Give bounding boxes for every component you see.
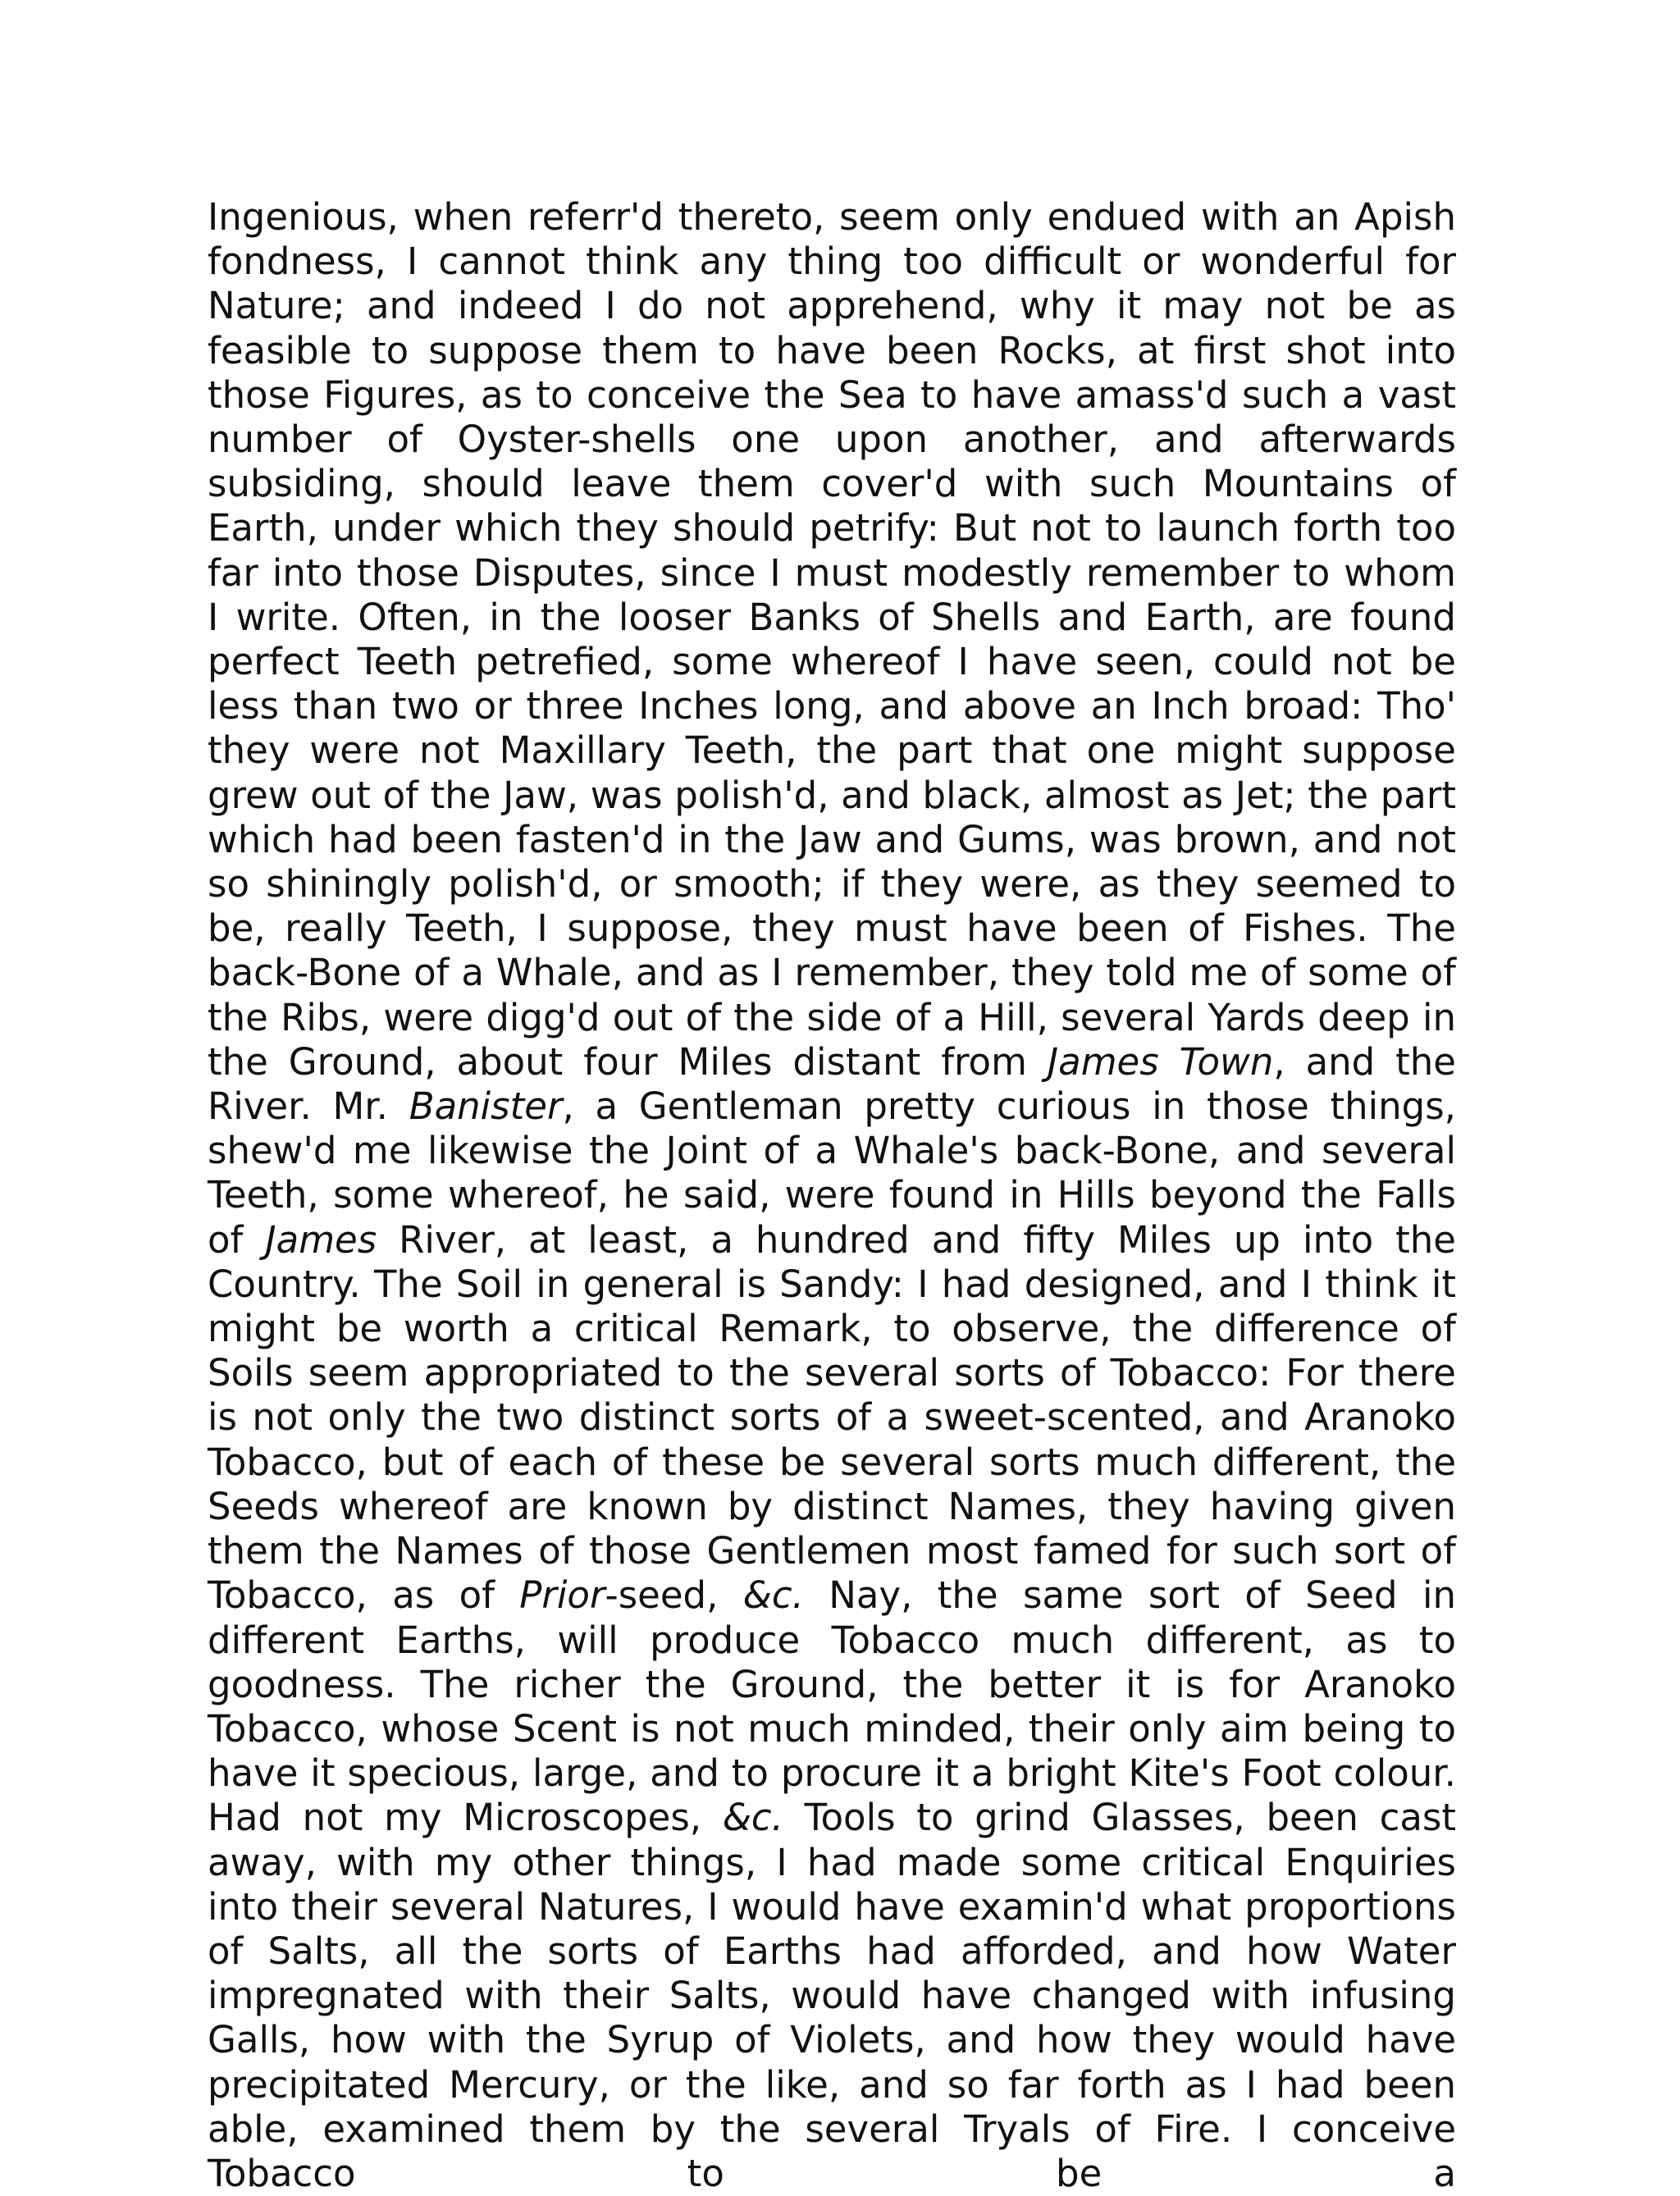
- text-segment: , a Gentleman pretty curious in those things, shew'd me likewise the Joint of a Whale's back-Bone, and several Teeth, some whereof, he said, were found in Hills beyond the Falls of: [208, 1084, 1456, 1262]
- place-name-james-town: James Town: [1047, 1039, 1274, 1084]
- text-segment: River, at least, a hundred and fifty Miles up into the Country. The Soil in general is Sandy: I had designed, and I think it might be worth a critical Remark, to observe, the difference of Soils seem appropriated to the several sorts of Tobacco: For there is not only the two distinct sorts of a sweet-scented, and Aranoko Tobacco, but of each of these be several sorts much different, the Seeds whereof are known by distinct Names, they having given them the Names of those Gentlemen most famed for such sort of Tobacco, as of: [208, 1217, 1456, 1618]
- place-name-james: James: [265, 1217, 377, 1262]
- text-segment: -seed,: [605, 1573, 743, 1618]
- text-segment: Ingenious, when referr'd thereto, seem only endued with an Apish fondness, I cannot think any thing too difficult or wonderful for Nature; and indeed I do not apprehend, why it may not be as feasible to suppose them to have been Rocks, at first shot into those Figures, as to conceive the Sea to have amass'd such a vast number of Oyster-shells one upon another, and afterwards subsiding, should leave them cover'd with such Mountains of Earth, under which they should petrify: But not to launch forth too far into those Disputes, since I must modestly remember to whom I write. Often, in the looser Banks of Shells and Earth, are found perfect Teeth petrefied, some whereof I have seen, could not be less than two or three Inches long, and above an Inch broad: Tho' they were not Maxillary Teeth, the part that one might suppose grew out of the Jaw, was polish'd, and black, almost as Jet; the part which had been fasten'd in the Jaw and Gums, was brown, and not so shiningly polish'd, or smooth; if they were, as they seemed to be, really Teeth, I suppose, they must have been of Fishes. The back-Bone of a Whale, and as I remember, they told me of some of the Ribs, were digg'd out of the side of a Hill, several Yards deep in the Ground, about four Miles distant from: [208, 195, 1456, 1084]
- text-segment: Nay, the same sort of Seed in different Earths, will produce Tobacco much different, as to goodness. The richer the Ground, the better it is for Aranoko Tobacco, whose Scent is not much minded, their only aim being to have it specious, large, and to procure it a bright Kite's Foot colour. Had not my Microscopes,: [208, 1573, 1456, 1840]
- etcetera: &c.: [722, 1796, 783, 1840]
- body-paragraph: [208, 195, 1456, 2196]
- person-name-banister: Banister: [409, 1084, 563, 1129]
- etcetera: &c.: [742, 1573, 804, 1618]
- text-segment: , and the River. Mr.: [208, 1039, 1456, 1129]
- text-segment: Tools to grind Glasses, been cast away, with my other things, I had made some critical Enquiries into their several Natures, I would have examin'd what proportions of Salts, all the sorts of Earths had afforded, and how Water impregnated with their Salts, would have changed with infusing Galls, how with the Syrup of Violets, and how they would have precipitated Mercury, or the like, and so far forth as I had been able, examined them by the several Tryals of Fire. I conceive Tobacco to be a: [208, 1796, 1457, 2195]
- document-page: [208, 195, 1456, 2196]
- seed-name-prior: Prior: [519, 1573, 605, 1618]
